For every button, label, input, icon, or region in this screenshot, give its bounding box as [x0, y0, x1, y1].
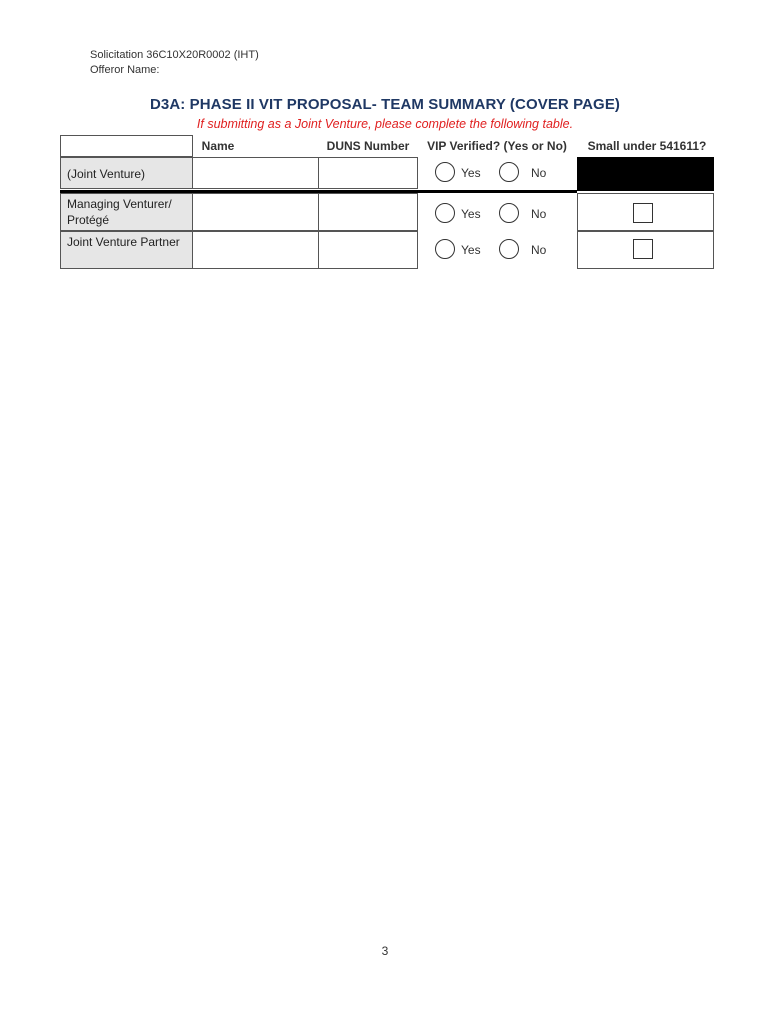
small-business-blocked-cell	[577, 157, 714, 191]
vip-yes-radio-joint-venture-partner[interactable]	[435, 239, 455, 259]
duns-field-joint-venture-partner[interactable]	[318, 231, 418, 269]
vip-no-radio-joint-venture[interactable]	[499, 162, 519, 182]
name-field-joint-venture[interactable]	[192, 157, 319, 189]
row-label-managing-venturer	[60, 193, 193, 231]
team-summary-table	[60, 135, 714, 269]
name-field-joint-venture-partner[interactable]	[192, 231, 319, 269]
row-label-joint-venture-partner	[60, 231, 193, 269]
duns-field-joint-venture[interactable]	[318, 157, 418, 189]
row-label-text: (Joint Venture)	[67, 167, 146, 181]
vip-yes-label: Yes	[461, 207, 481, 221]
column-header-small: Small under 541611?	[587, 139, 707, 153]
duns-field-managing-venturer[interactable]	[318, 193, 418, 231]
vip-yes-radio-managing-venturer[interactable]	[435, 203, 455, 223]
row-label-text: Joint Venture Partner	[67, 235, 180, 249]
instruction-text: If submitting as a Joint Venture, please complete the following table.	[196, 117, 574, 131]
document-header	[90, 48, 259, 78]
column-header-vip: VIP Verified? (Yes or No)	[427, 139, 567, 153]
page-title: D3A: PHASE II VIT PROPOSAL- TEAM SUMMARY (COVER PAGE)	[149, 96, 621, 113]
name-field-managing-venturer[interactable]	[192, 193, 319, 231]
vip-yes-radio-joint-venture[interactable]	[435, 162, 455, 182]
solicitation-number: Solicitation 36C10X20R0002 (IHT)	[90, 49, 259, 61]
vip-no-label: No	[531, 243, 547, 257]
column-header-duns: DUNS Number	[326, 139, 410, 153]
small-business-checkbox-managing-venturer[interactable]	[633, 203, 653, 223]
vip-yes-label: Yes	[461, 166, 481, 180]
small-business-checkbox-joint-venture-partner[interactable]	[633, 239, 653, 259]
row-label-joint-venture	[60, 157, 193, 189]
vip-no-radio-joint-venture-partner[interactable]	[499, 239, 519, 259]
page-number: 3	[381, 944, 389, 958]
vip-no-radio-managing-venturer[interactable]	[499, 203, 519, 223]
column-header-name: Name	[201, 139, 235, 153]
header-blank-cell	[60, 135, 193, 157]
vip-no-label: No	[531, 166, 547, 180]
vip-no-label: No	[531, 207, 547, 221]
vip-yes-label: Yes	[461, 243, 481, 257]
offeror-name-label: Offeror Name:	[90, 64, 160, 76]
row-label-text: Managing Venturer/ Protégé	[67, 197, 172, 227]
